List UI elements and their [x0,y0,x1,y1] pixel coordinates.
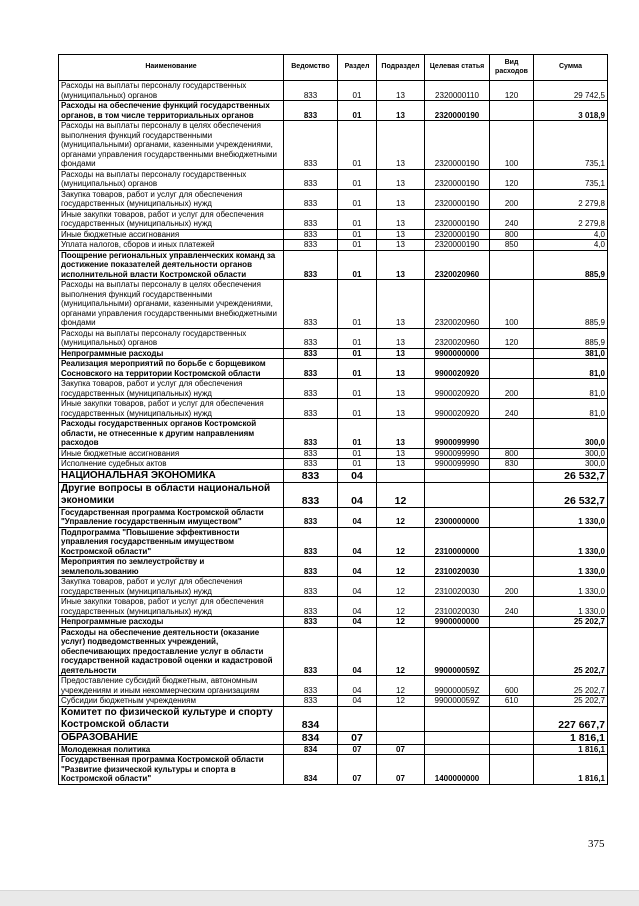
cell-department: 833 [284,121,338,170]
table-row [59,627,608,676]
cell-target-article [425,744,490,755]
header-department: Ведомство [284,55,338,81]
cell-target-article: 2320000190 [425,101,490,121]
cell-expense-type: 120 [490,328,534,348]
cell-expense-type [490,755,534,785]
cell-subsection: 13 [377,459,425,470]
cell-amount: 300,0 [534,459,608,470]
cell-target-article: 2320000190 [425,121,490,170]
cell-department: 833 [284,557,338,577]
cell-section: 04 [338,527,377,557]
cell-expense-type: 610 [490,696,534,707]
cell-department: 834 [284,755,338,785]
cell-target-article [425,731,490,744]
cell-name: Комитет по физической культуре и спорту Костромской области [59,706,284,731]
cell-target-article: 2320000190 [425,169,490,189]
cell-target-article: 9900099990 [425,448,490,459]
cell-section: 01 [338,459,377,470]
cell-name: Уплата налогов, сборов и иных платежей [59,240,284,251]
cell-amount: 25 202,7 [534,696,608,707]
cell-expense-type: 800 [490,448,534,459]
table-row [59,328,608,348]
cell-section: 07 [338,744,377,755]
table-row [59,280,608,329]
table-row [59,755,608,785]
cell-section: 04 [338,676,377,696]
cell-target-article: 2320000190 [425,209,490,229]
cell-amount: 25 202,7 [534,627,608,676]
cell-amount: 81,0 [534,399,608,419]
cell-department: 833 [284,81,338,101]
cell-expense-type: 600 [490,676,534,696]
cell-department: 833 [284,507,338,527]
cell-expense-type [490,507,534,527]
cell-section: 04 [338,557,377,577]
cell-amount: 1 330,0 [534,507,608,527]
cell-target-article: 990000059Z [425,676,490,696]
cell-department: 834 [284,706,338,731]
cell-expense-type [490,731,534,744]
cell-department: 834 [284,731,338,744]
budget-table [58,54,608,785]
cell-expense-type [490,101,534,121]
cell-amount: 735,1 [534,169,608,189]
cell-department: 833 [284,229,338,240]
cell-amount: 25 202,7 [534,617,608,628]
cell-subsection: 12 [377,676,425,696]
cell-name: Расходы государственных органов Костромской области, не отнесенные к другим направлениям расходов [59,419,284,449]
cell-amount: 1 816,1 [534,731,608,744]
cell-expense-type [490,419,534,449]
cell-expense-type [490,469,534,482]
cell-department: 833 [284,696,338,707]
cell-department: 833 [284,448,338,459]
cell-subsection: 13 [377,169,425,189]
cell-target-article: 990000059Z [425,627,490,676]
cell-subsection [377,731,425,744]
cell-subsection: 13 [377,250,425,280]
cell-section: 07 [338,731,377,744]
cell-target-article: 1400000000 [425,755,490,785]
table-row [59,706,608,731]
cell-target-article: 9900099990 [425,419,490,449]
cell-expense-type [490,706,534,731]
cell-amount: 26 532,7 [534,469,608,482]
cell-name: Расходы на выплаты персоналу государственных (муниципальных) органов [59,328,284,348]
cell-department: 833 [284,399,338,419]
cell-department: 833 [284,379,338,399]
table-row [59,101,608,121]
header-name: Наименование [59,55,284,81]
cell-target-article: 990000059Z [425,696,490,707]
cell-name: Иные бюджетные ассигнования [59,448,284,459]
cell-expense-type: 200 [490,379,534,399]
cell-name: Расходы на выплаты персоналу государственных (муниципальных) органов [59,169,284,189]
cell-section: 01 [338,359,377,379]
cell-expense-type [490,744,534,755]
cell-amount: 1 330,0 [534,527,608,557]
cell-target-article: 2320000190 [425,229,490,240]
cell-department: 833 [284,328,338,348]
table-row [59,399,608,419]
table-row [59,448,608,459]
cell-amount: 1 330,0 [534,557,608,577]
header-subsection: Подраздел [377,55,425,81]
cell-subsection: 13 [377,379,425,399]
cell-section: 04 [338,627,377,676]
cell-section: 04 [338,597,377,617]
header-expense-type: Вид расходов [490,55,534,81]
cell-section: 04 [338,617,377,628]
cell-amount: 4,0 [534,240,608,251]
cell-amount: 1 330,0 [534,597,608,617]
cell-target-article: 2310020030 [425,557,490,577]
cell-subsection: 13 [377,229,425,240]
table-row [59,81,608,101]
cell-amount: 885,9 [534,328,608,348]
cell-section: 01 [338,280,377,329]
table-row [59,250,608,280]
cell-department: 833 [284,419,338,449]
cell-expense-type [490,527,534,557]
cell-expense-type: 120 [490,169,534,189]
table-row [59,527,608,557]
cell-department: 833 [284,617,338,628]
cell-section: 01 [338,81,377,101]
cell-section: 01 [338,448,377,459]
cell-name: Расходы на выплаты персоналу в целях обеспечения выполнения функций государственными (муниципальными) органами, казенными учреждениями, органами управления государственными внебюджетными фондами [59,280,284,329]
cell-department: 833 [284,577,338,597]
cell-department: 833 [284,359,338,379]
cell-amount: 1 330,0 [534,577,608,597]
cell-section: 04 [338,507,377,527]
cell-subsection: 13 [377,101,425,121]
cell-amount: 81,0 [534,359,608,379]
cell-name: Государственная программа Костромской области "Развитие физической культуры и спорта в Костромской области" [59,755,284,785]
cell-name: Молодежная политика [59,744,284,755]
table-body [59,81,608,785]
cell-amount: 1 816,1 [534,744,608,755]
cell-section: 01 [338,250,377,280]
cell-target-article: 2310000000 [425,527,490,557]
cell-name: ОБРАЗОВАНИЕ [59,731,284,744]
cell-section [338,706,377,731]
cell-expense-type: 240 [490,399,534,419]
cell-name: Субсидии бюджетным учреждениям [59,696,284,707]
cell-subsection: 12 [377,527,425,557]
table-row [59,189,608,209]
cell-name: Иные закупки товаров, работ и услуг для обеспечения государственных (муниципальных) нужд [59,399,284,419]
bottom-band [0,890,639,906]
cell-name: Закупка товаров, работ и услуг для обеспечения государственных (муниципальных) нужд [59,189,284,209]
table-row [59,557,608,577]
cell-section: 04 [338,482,377,507]
cell-amount: 300,0 [534,419,608,449]
table-header-row [59,55,608,81]
header-section: Раздел [338,55,377,81]
cell-subsection: 13 [377,240,425,251]
cell-expense-type: 240 [490,209,534,229]
cell-section: 01 [338,419,377,449]
cell-expense-type: 800 [490,229,534,240]
cell-department: 833 [284,597,338,617]
cell-target-article [425,482,490,507]
cell-subsection: 12 [377,577,425,597]
cell-subsection: 13 [377,359,425,379]
cell-subsection: 13 [377,419,425,449]
table-row [59,209,608,229]
cell-target-article: 2320000190 [425,189,490,209]
cell-expense-type: 120 [490,81,534,101]
cell-expense-type [490,627,534,676]
cell-target-article: 9900000000 [425,348,490,359]
cell-target-article [425,706,490,731]
header-amount: Сумма [534,55,608,81]
cell-name: Государственная программа Костромской области "Управление государственным имуществом" [59,507,284,527]
cell-expense-type: 240 [490,597,534,617]
table-row [59,731,608,744]
cell-amount: 29 742,5 [534,81,608,101]
cell-subsection: 13 [377,81,425,101]
cell-subsection: 07 [377,744,425,755]
cell-section: 01 [338,240,377,251]
table-row [59,419,608,449]
table-row [59,121,608,170]
cell-expense-type [490,557,534,577]
cell-amount: 3 018,9 [534,101,608,121]
cell-department: 833 [284,280,338,329]
table-row [59,229,608,240]
cell-expense-type [490,348,534,359]
cell-section: 01 [338,209,377,229]
cell-target-article: 2320000110 [425,81,490,101]
cell-subsection: 13 [377,348,425,359]
cell-expense-type [490,250,534,280]
cell-subsection [377,469,425,482]
cell-subsection: 12 [377,617,425,628]
cell-name: Реализация мероприятий по борьбе с борщевиком Сосновского на территории Костромской области [59,359,284,379]
cell-amount: 81,0 [534,379,608,399]
table-row [59,577,608,597]
cell-name: Предоставление субсидий бюджетным, автономным учреждениям и иным некоммерческим организациям [59,676,284,696]
cell-name: Расходы на обеспечение функций государственных органов, в том числе территориальных органов [59,101,284,121]
cell-expense-type: 200 [490,577,534,597]
cell-department: 833 [284,627,338,676]
cell-name: Иные закупки товаров, работ и услуг для обеспечения государственных (муниципальных) нужд [59,597,284,617]
cell-expense-type: 200 [490,189,534,209]
cell-subsection: 13 [377,121,425,170]
header-target-article: Целевая статья [425,55,490,81]
table-row [59,744,608,755]
cell-name: Непрограммные расходы [59,348,284,359]
cell-section: 07 [338,755,377,785]
cell-subsection: 12 [377,696,425,707]
table-row [59,696,608,707]
cell-department: 833 [284,459,338,470]
cell-name: Поощрение региональных управленческих команд за достижение показателей деятельности органов исполнительной власти Костромской области [59,250,284,280]
cell-target-article: 9900020920 [425,359,490,379]
cell-subsection: 12 [377,507,425,527]
cell-section: 01 [338,229,377,240]
cell-target-article: 9900020920 [425,399,490,419]
cell-subsection: 12 [377,557,425,577]
cell-name: Расходы на выплаты персоналу государственных (муниципальных) органов [59,81,284,101]
cell-section: 04 [338,469,377,482]
cell-name: НАЦИОНАЛЬНАЯ ЭКОНОМИКА [59,469,284,482]
table-row [59,240,608,251]
cell-subsection: 13 [377,209,425,229]
cell-name: Исполнение судебных актов [59,459,284,470]
table-row [59,359,608,379]
cell-subsection: 13 [377,189,425,209]
cell-department: 834 [284,744,338,755]
cell-section: 01 [338,328,377,348]
cell-department: 833 [284,169,338,189]
cell-amount: 4,0 [534,229,608,240]
cell-name: Другие вопросы в области национальной экономики [59,482,284,507]
cell-section: 01 [338,121,377,170]
cell-amount: 300,0 [534,448,608,459]
cell-section: 04 [338,696,377,707]
cell-expense-type: 850 [490,240,534,251]
cell-target-article: 2310020030 [425,577,490,597]
table-row [59,169,608,189]
cell-expense-type: 830 [490,459,534,470]
cell-expense-type [490,482,534,507]
table-row [59,676,608,696]
cell-target-article: 2320000190 [425,240,490,251]
cell-target-article: 9900020920 [425,379,490,399]
cell-department: 833 [284,189,338,209]
cell-department: 833 [284,209,338,229]
cell-name: Непрограммные расходы [59,617,284,628]
cell-section: 01 [338,169,377,189]
cell-name: Иные бюджетные ассигнования [59,229,284,240]
cell-name: Мероприятия по землеустройству и землепользованию [59,557,284,577]
cell-expense-type [490,359,534,379]
table-row [59,469,608,482]
cell-target-article: 2320020960 [425,280,490,329]
cell-subsection: 12 [377,597,425,617]
cell-subsection: 13 [377,280,425,329]
page-number: 375 [588,838,605,850]
cell-target-article: 2310020030 [425,597,490,617]
cell-section: 01 [338,399,377,419]
cell-section: 01 [338,348,377,359]
cell-amount: 2 279,8 [534,209,608,229]
cell-section: 01 [338,379,377,399]
table-row [59,459,608,470]
cell-subsection: 13 [377,328,425,348]
cell-target-article: 2320020960 [425,250,490,280]
cell-name: Иные закупки товаров, работ и услуг для обеспечения государственных (муниципальных) нужд [59,209,284,229]
cell-name: Закупка товаров, работ и услуг для обеспечения государственных (муниципальных) нужд [59,577,284,597]
table-row [59,482,608,507]
table-row [59,617,608,628]
cell-department: 833 [284,101,338,121]
table-row [59,507,608,527]
cell-amount: 885,9 [534,250,608,280]
cell-expense-type [490,617,534,628]
cell-amount: 1 816,1 [534,755,608,785]
cell-amount: 26 532,7 [534,482,608,507]
cell-amount: 735,1 [534,121,608,170]
cell-department: 833 [284,469,338,482]
cell-subsection [377,706,425,731]
table-row [59,597,608,617]
cell-department: 833 [284,348,338,359]
cell-target-article [425,469,490,482]
cell-amount: 227 667,7 [534,706,608,731]
cell-amount: 885,9 [534,280,608,329]
cell-section: 04 [338,577,377,597]
cell-section: 01 [338,101,377,121]
cell-section: 01 [338,189,377,209]
cell-department: 833 [284,240,338,251]
cell-subsection: 12 [377,627,425,676]
cell-amount: 2 279,8 [534,189,608,209]
cell-name: Расходы на выплаты персоналу в целях обеспечения выполнения функций государственными (муниципальными) органами, казенными учреждениями, органами управления государственными внебюджетными фондами [59,121,284,170]
cell-subsection: 12 [377,482,425,507]
cell-name: Закупка товаров, работ и услуг для обеспечения государственных (муниципальных) нужд [59,379,284,399]
cell-target-article: 2300000000 [425,507,490,527]
cell-department: 833 [284,527,338,557]
cell-department: 833 [284,250,338,280]
cell-amount: 381,0 [534,348,608,359]
cell-subsection: 13 [377,399,425,419]
table-row [59,348,608,359]
cell-subsection: 13 [377,448,425,459]
cell-subsection: 07 [377,755,425,785]
cell-target-article: 2320020960 [425,328,490,348]
cell-target-article: 9900000000 [425,617,490,628]
cell-expense-type: 100 [490,121,534,170]
cell-department: 833 [284,482,338,507]
cell-expense-type: 100 [490,280,534,329]
cell-amount: 25 202,7 [534,676,608,696]
cell-department: 833 [284,676,338,696]
cell-name: Подпрограмма "Повышение эффективности управления государственным имуществом Костромской области" [59,527,284,557]
cell-name: Расходы на обеспечение деятельности (оказание услуг) подведомственных учреждений, обеспечивающих предоставление услуг в области государственной кадастровой оценки и кадастровой деятельности [59,627,284,676]
cell-target-article: 9900099990 [425,459,490,470]
table-row [59,379,608,399]
